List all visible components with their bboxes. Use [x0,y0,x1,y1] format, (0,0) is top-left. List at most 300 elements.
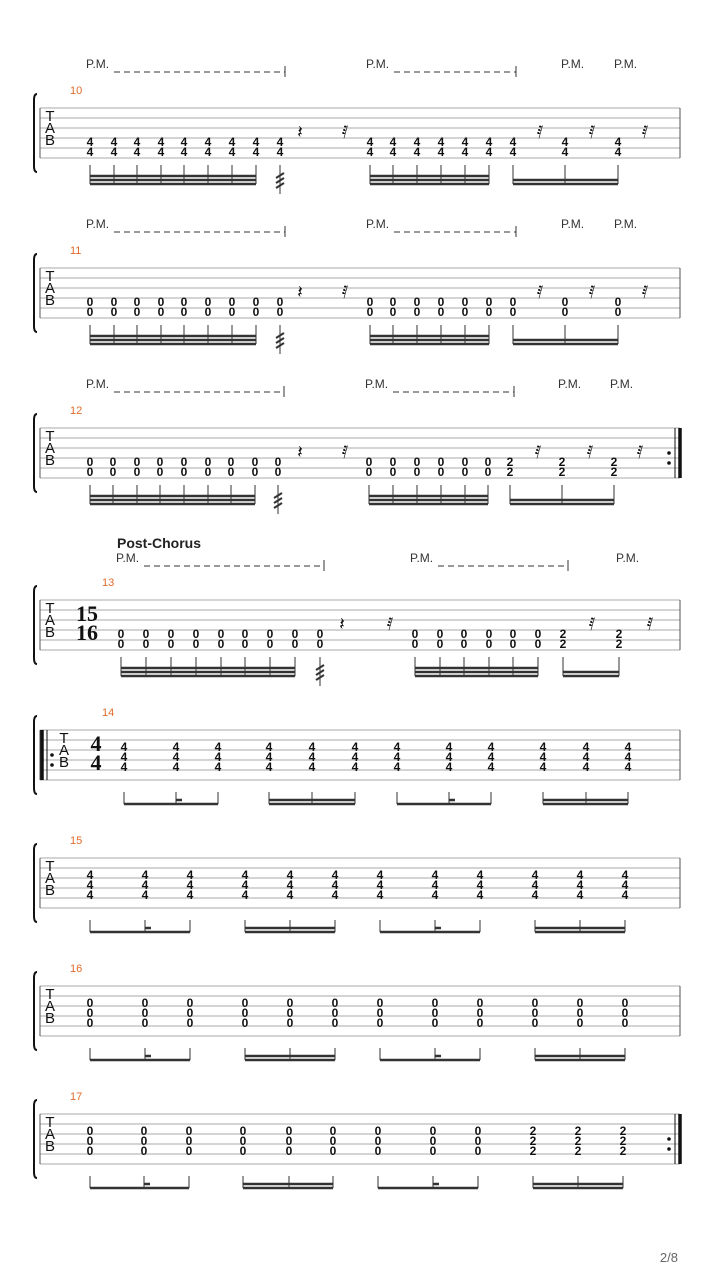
fret-number: 4 [276,145,284,159]
fret-number: 4 [265,760,273,774]
fret-number: 0 [413,305,421,319]
fret-number: 4 [413,145,421,159]
fret-number: 4 [476,878,484,892]
fret-number: 0 [621,1016,629,1030]
tab-clef-letter: A [58,742,70,759]
repeat-dot [667,1137,671,1141]
fret-number: 4 [120,750,128,764]
rest-symbol: 𝄽 [339,614,345,635]
fret-number: 0 [192,627,200,641]
fret-number: 4 [393,740,401,754]
fret-number: 4 [413,135,421,149]
system-bracket [34,254,37,332]
tab-clef-letter: T [45,858,55,875]
fret-number: 4 [286,868,294,882]
palm-mute-label: P.M. [614,217,638,231]
fret-number: 4 [485,135,493,149]
tab-clef-letter: B [44,132,56,149]
tab-clef-letter: B [44,624,56,641]
rest-symbol: 𝅀 [586,442,594,463]
fret-number: 4 [157,135,165,149]
fret-number: 4 [286,878,294,892]
palm-mute-label: P.M. [365,377,389,391]
palm-mute-label: P.M. [116,551,140,565]
fret-number: 0 [374,1134,382,1148]
fret-number: 0 [167,627,175,641]
fret-number: 0 [204,455,212,469]
tab-clef-letter: A [44,998,56,1015]
fret-number: 4 [228,145,236,159]
fret-number: 0 [239,1124,247,1138]
rest-symbol: 𝅀 [588,282,596,303]
fret-number: 4 [331,888,339,902]
fret-number: 0 [413,295,421,309]
fret-number: 0 [329,1144,337,1158]
measure-number: 13 [102,577,115,589]
measure-number: 12 [70,405,83,417]
fret-number: 4 [487,760,495,774]
time-signature-top: 4 [90,731,102,756]
fret-number: 0 [274,465,282,479]
fret-number: 4 [621,868,629,882]
fret-number: 0 [485,295,493,309]
fret-number: 0 [286,1016,294,1030]
fret-number: 0 [276,295,284,309]
fret-number: 4 [241,878,249,892]
fret-number: 2 [615,637,623,651]
fret-number: 0 [389,465,397,479]
fret-number: 4 [214,760,222,774]
fret-number: 0 [228,295,236,309]
fret-number: 2 [558,455,566,469]
fret-number: 4 [614,145,622,159]
tab-clef-letter: A [44,870,56,887]
fret-number: 4 [186,888,194,902]
fret-number: 4 [86,868,94,882]
fret-number: 0 [429,1144,437,1158]
fret-number: 0 [461,305,469,319]
fret-number: 0 [576,1006,584,1020]
fret-number: 4 [120,740,128,754]
rest-symbol: 𝅀 [341,442,349,463]
fret-number: 0 [110,305,118,319]
fret-number: 0 [239,1134,247,1148]
rest-symbol: 𝄽 [297,122,303,143]
fret-number: 0 [86,996,94,1010]
fret-number: 4 [539,760,547,774]
time-signature-bottom: 16 [76,620,98,645]
fret-number: 4 [509,145,517,159]
fret-number: 2 [559,627,567,641]
fret-number: 0 [461,455,469,469]
fret-number: 2 [529,1124,537,1138]
fret-number: 4 [186,868,194,882]
fret-number: 0 [614,295,622,309]
palm-mute-label: P.M. [86,217,110,231]
palm-mute-label: P.M. [614,57,638,71]
tab-clef-letter: A [44,612,56,629]
fret-number: 4 [624,750,632,764]
fret-number: 0 [251,465,259,479]
system-bracket [34,1100,37,1178]
palm-mute-label: P.M. [410,551,434,565]
fret-number: 4 [531,878,539,892]
fret-number: 4 [487,750,495,764]
rest-symbol: 𝅀 [386,614,394,635]
fret-number: 0 [474,1144,482,1158]
fret-number: 0 [485,637,493,651]
fret-number: 0 [117,627,125,641]
fret-number: 0 [291,637,299,651]
fret-number: 4 [393,750,401,764]
fret-number: 4 [110,135,118,149]
fret-number: 0 [413,455,421,469]
tab-clef-letter: B [44,292,56,309]
fret-number: 2 [506,455,514,469]
repeat-dot [667,451,671,455]
fret-number: 0 [431,996,439,1010]
fret-number: 0 [437,465,445,479]
fret-number: 0 [141,1016,149,1030]
page-number: 2/8 [659,1250,678,1265]
fret-number: 4 [445,740,453,754]
fret-number: 0 [186,1016,194,1030]
fret-number: 0 [140,1134,148,1148]
fret-number: 4 [180,135,188,149]
fret-number: 4 [576,888,584,902]
fret-number: 0 [110,295,118,309]
fret-number: 0 [376,1006,384,1020]
fret-number: 4 [487,740,495,754]
fret-number: 0 [389,305,397,319]
fret-number: 4 [141,888,149,902]
fret-number: 0 [485,305,493,319]
tab-clef-letter: T [45,268,55,285]
tab-clef-letter: B [44,452,56,469]
fret-number: 0 [192,637,200,651]
fret-number: 4 [539,740,547,754]
fret-number: 0 [241,627,249,641]
fret-number: 0 [576,996,584,1010]
fret-number: 0 [140,1124,148,1138]
fret-number: 0 [366,295,374,309]
fret-number: 4 [461,135,469,149]
fret-number: 0 [286,1006,294,1020]
fret-number: 0 [204,305,212,319]
fret-number: 4 [86,888,94,902]
fret-number: 0 [286,996,294,1010]
rest-symbol: 𝅀 [588,122,596,143]
fret-number: 4 [431,868,439,882]
fret-number: 0 [241,1006,249,1020]
fret-number: 0 [331,996,339,1010]
fret-number: 0 [411,637,419,651]
tab-clef-letter: B [44,1138,56,1155]
measure-number: 14 [102,707,115,719]
repeat-dot [667,1147,671,1151]
fret-number: 0 [266,637,274,651]
fret-number: 2 [558,465,566,479]
fret-number: 4 [389,145,397,159]
fret-number: 0 [389,455,397,469]
fret-number: 0 [531,996,539,1010]
fret-number: 0 [227,455,235,469]
measure-number: 10 [70,85,83,97]
fret-number: 0 [429,1134,437,1148]
fret-number: 0 [374,1144,382,1158]
palm-mute-label: P.M. [610,377,634,391]
fret-number: 0 [316,627,324,641]
fret-number: 0 [331,1016,339,1030]
fret-number: 0 [509,627,517,641]
fret-number: 4 [157,145,165,159]
fret-number: 0 [141,1006,149,1020]
fret-number: 4 [141,878,149,892]
measure-number: 17 [70,1091,83,1103]
fret-number: 4 [214,740,222,754]
fret-number: 0 [621,996,629,1010]
fret-number: 0 [109,465,117,479]
fret-number: 4 [561,135,569,149]
palm-mute-label: P.M. [561,217,585,231]
palm-mute-label: P.M. [366,217,390,231]
palm-mute-label: P.M. [366,57,390,71]
time-signature-top: 15 [76,601,98,626]
fret-number: 4 [376,888,384,902]
fret-number: 4 [214,750,222,764]
fret-number: 0 [476,1016,484,1030]
fret-number: 4 [476,868,484,882]
measure-number: 16 [70,963,83,975]
fret-number: 0 [461,295,469,309]
fret-number: 0 [266,627,274,641]
fret-number: 0 [185,1124,193,1138]
fret-number: 4 [241,888,249,902]
fret-number: 0 [460,627,468,641]
fret-number: 4 [120,760,128,774]
fret-number: 2 [619,1134,627,1148]
fret-number: 4 [110,145,118,159]
fret-number: 4 [582,740,590,754]
fret-number: 0 [474,1134,482,1148]
fret-number: 4 [621,888,629,902]
fret-number: 4 [445,750,453,764]
fret-number: 2 [529,1144,537,1158]
fret-number: 0 [531,1016,539,1030]
fret-number: 2 [619,1144,627,1158]
fret-number: 0 [431,1006,439,1020]
fret-number: 4 [576,878,584,892]
fret-number: 4 [228,135,236,149]
fret-number: 4 [485,145,493,159]
fret-number: 4 [624,760,632,774]
fret-number: 0 [461,465,469,479]
fret-number: 4 [509,135,517,149]
rest-symbol: 𝅀 [588,614,596,635]
fret-number: 0 [366,305,374,319]
tab-clef-letter: B [44,1010,56,1027]
fret-number: 0 [509,295,517,309]
palm-mute-label: P.M. [616,551,640,565]
fret-number: 4 [624,740,632,754]
fret-number: 0 [389,295,397,309]
fret-number: 4 [308,740,316,754]
fret-number: 2 [619,1124,627,1138]
fret-number: 4 [437,145,445,159]
fret-number: 0 [156,455,164,469]
fret-number: 0 [241,996,249,1010]
fret-number: 0 [86,305,94,319]
tab-clef-letter: A [44,440,56,457]
fret-number: 0 [436,627,444,641]
fret-number: 0 [252,295,260,309]
fret-number: 4 [366,145,374,159]
fret-number: 2 [529,1134,537,1148]
fret-number: 0 [252,305,260,319]
fret-number: 0 [365,465,373,479]
time-signature-bottom: 4 [90,750,102,775]
fret-number: 0 [285,1134,293,1148]
fret-number: 4 [286,888,294,902]
fret-number: 4 [265,740,273,754]
fret-number: 0 [411,627,419,641]
rest-symbol: 𝅀 [534,442,542,463]
rest-symbol: 𝅀 [636,442,644,463]
rest-symbol: 𝅀 [536,282,544,303]
fret-number: 0 [86,1144,94,1158]
tab-clef-letter: T [45,428,55,445]
tab-clef-letter: T [45,600,55,617]
fret-number: 0 [241,637,249,651]
fret-number: 4 [331,868,339,882]
fret-number: 4 [445,760,453,774]
tab-clef-letter: A [44,120,56,137]
fret-number: 0 [561,295,569,309]
fret-number: 4 [241,868,249,882]
fret-number: 0 [157,305,165,319]
fret-number: 2 [574,1134,582,1148]
rest-symbol: 𝅀 [341,282,349,303]
fret-number: 0 [180,455,188,469]
fret-number: 4 [582,750,590,764]
repeat-dot [667,461,671,465]
fret-number: 4 [180,145,188,159]
fret-number: 0 [117,637,125,651]
fret-number: 0 [437,455,445,469]
fret-number: 0 [374,1124,382,1138]
fret-number: 4 [204,135,212,149]
rest-symbol: 𝄽 [297,442,303,463]
fret-number: 0 [86,1006,94,1020]
fret-number: 0 [534,637,542,651]
fret-number: 4 [561,145,569,159]
fret-number: 2 [615,627,623,641]
rest-symbol: 𝅀 [641,282,649,303]
section-label: Post-Chorus [117,535,201,551]
fret-number: 4 [351,760,359,774]
rest-symbol: 𝅀 [641,122,649,143]
fret-number: 4 [86,135,94,149]
fret-number: 4 [351,740,359,754]
fret-number: 0 [431,1016,439,1030]
fret-number: 4 [308,760,316,774]
fret-number: 0 [376,996,384,1010]
fret-number: 4 [582,760,590,774]
fret-number: 0 [329,1134,337,1148]
fret-number: 4 [437,135,445,149]
system-bracket [34,586,37,664]
fret-number: 0 [436,637,444,651]
fret-number: 0 [167,637,175,651]
repeat-dot [50,753,54,757]
measure-number: 15 [70,835,83,847]
fret-number: 4 [172,760,180,774]
fret-number: 2 [559,637,567,651]
fret-number: 0 [157,295,165,309]
fret-number: 0 [509,637,517,651]
system-bracket [34,844,37,922]
fret-number: 0 [476,996,484,1010]
fret-number: 4 [133,145,141,159]
fret-number: 0 [413,465,421,479]
fret-number: 0 [285,1144,293,1158]
fret-number: 0 [180,295,188,309]
fret-number: 0 [185,1134,193,1148]
palm-mute-label: P.M. [86,377,110,391]
measure-number: 11 [70,245,82,257]
fret-number: 0 [621,1006,629,1020]
fret-number: 0 [186,1006,194,1020]
fret-number: 4 [351,750,359,764]
fret-number: 0 [204,465,212,479]
system-bracket [34,414,37,492]
tab-clef-letter: B [58,754,70,771]
fret-number: 0 [109,455,117,469]
fret-number: 0 [86,1124,94,1138]
system-bracket [34,972,37,1050]
fret-number: 4 [86,878,94,892]
fret-number: 0 [484,465,492,479]
fret-number: 4 [133,135,141,149]
fret-number: 4 [531,868,539,882]
fret-number: 0 [228,305,236,319]
fret-number: 4 [172,740,180,754]
repeat-dot [50,763,54,767]
fret-number: 0 [285,1124,293,1138]
fret-number: 0 [291,627,299,641]
fret-number: 0 [133,305,141,319]
fret-number: 4 [204,145,212,159]
fret-number: 0 [86,455,94,469]
fret-number: 0 [86,295,94,309]
fret-number: 0 [561,305,569,319]
fret-number: 0 [509,305,517,319]
fret-number: 0 [142,627,150,641]
system-bracket [34,716,37,794]
fret-number: 0 [614,305,622,319]
fret-number: 0 [141,996,149,1010]
fret-number: 0 [437,305,445,319]
rest-symbol: 𝄽 [297,282,303,303]
fret-number: 4 [86,145,94,159]
fret-number: 4 [431,878,439,892]
tab-clef-letter: T [45,108,55,125]
fret-number: 2 [610,465,618,479]
fret-number: 4 [376,878,384,892]
fret-number: 0 [476,1006,484,1020]
fret-number: 0 [217,637,225,651]
fret-number: 0 [142,637,150,651]
